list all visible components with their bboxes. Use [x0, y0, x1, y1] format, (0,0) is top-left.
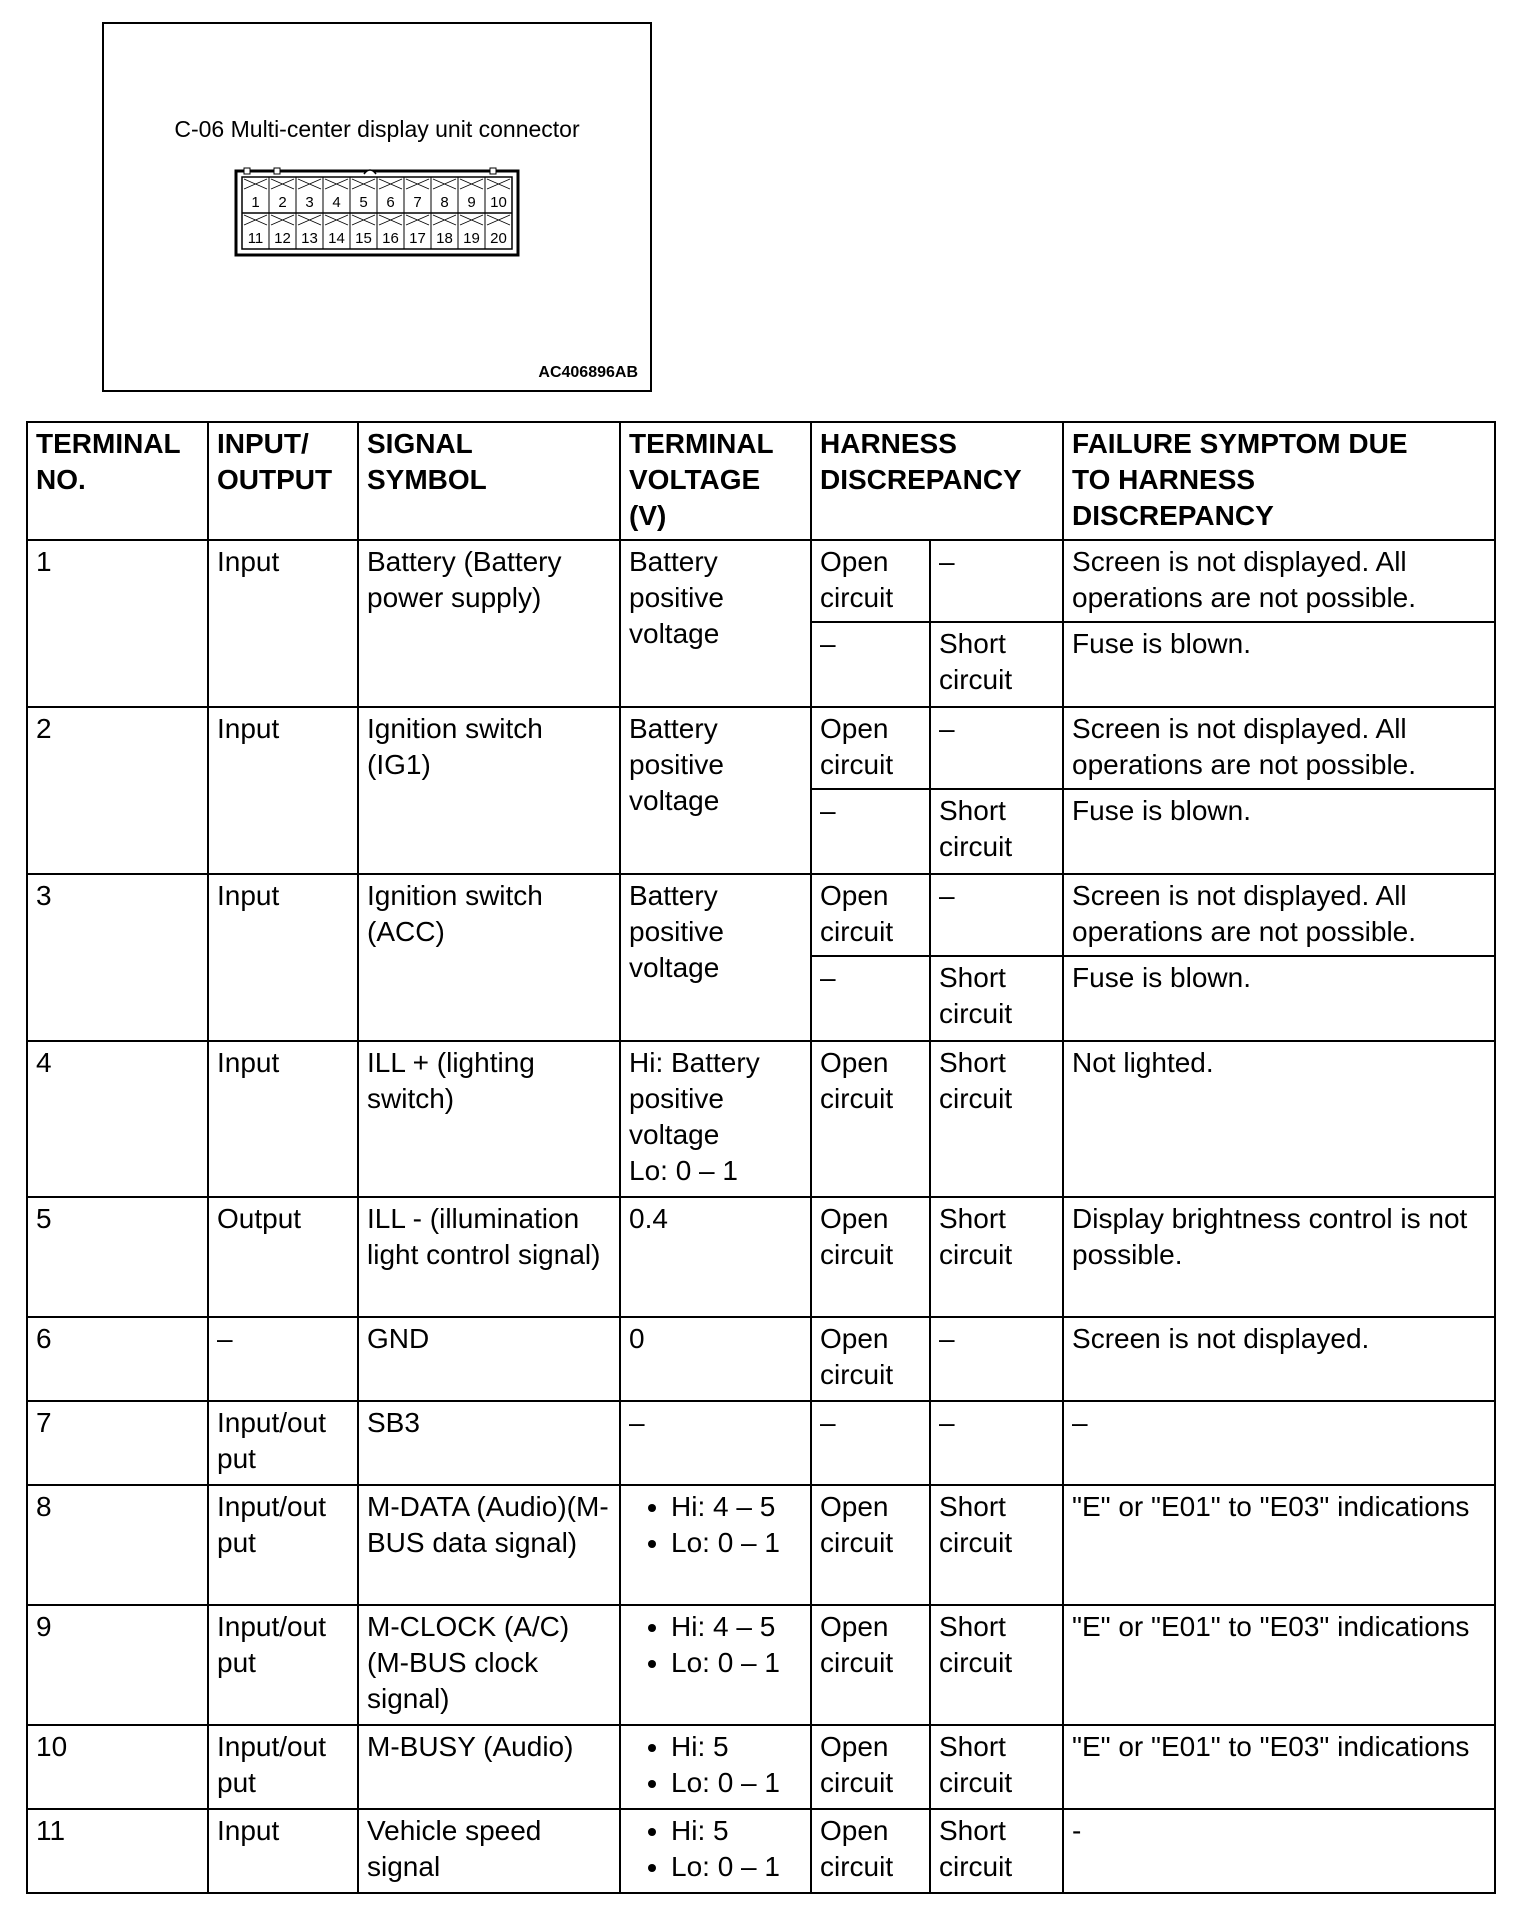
cell-short-circuit: Short circuit	[930, 622, 1063, 707]
cell-terminal-no: 3	[27, 874, 208, 1041]
cell-failure-symptom: Screen is not displayed. All operations are not possible.	[1063, 540, 1495, 622]
cell-open-circuit: Open circuit	[811, 1041, 930, 1197]
voltage-list	[629, 1729, 802, 1801]
cell-short-circuit: Short circuit	[930, 1809, 1063, 1893]
voltage-hi: • Hi: 4 – 5	[671, 1609, 802, 1645]
voltage-list	[629, 1813, 802, 1885]
cell-short-circuit: –	[930, 874, 1063, 956]
cell-failure-symptom: Screen is not displayed. All operations are not possible.	[1063, 707, 1495, 789]
cell-input-output: Input/out put	[208, 1605, 358, 1725]
header-input-output: INPUT/ OUTPUT	[208, 422, 358, 540]
voltage-hi: Hi: Battery positive voltage	[629, 1047, 760, 1150]
cell-signal-symbol: ILL - (illumination light control signal)	[358, 1197, 620, 1317]
cell-failure-symptom: Screen is not displayed.	[1063, 1317, 1495, 1401]
cell-input-output: Input	[208, 874, 358, 1041]
bottom-pin-20: 20	[490, 230, 507, 247]
header-terminal-no: TERMINAL NO.	[27, 422, 208, 540]
cell-failure-symptom: Display brightness control is not possible.	[1063, 1197, 1495, 1317]
top-pin-10: 10	[490, 194, 507, 211]
top-pin-4: 4	[332, 194, 341, 211]
cell-open-circuit: Open circuit	[811, 1485, 930, 1605]
figure-id: AC406896AB	[538, 364, 638, 381]
cell-terminal-voltage	[620, 1725, 811, 1809]
voltage-lo: • Lo: 0 – 1	[671, 1849, 802, 1885]
top-pin-8: 8	[440, 194, 449, 211]
cell-terminal-no: 8	[27, 1485, 208, 1605]
cell-terminal-no: 5	[27, 1197, 208, 1317]
cell-terminal-voltage	[620, 1485, 811, 1605]
cell-terminal-voltage: Battery positive voltage	[620, 874, 811, 1041]
bottom-pin-19: 19	[463, 230, 480, 247]
cell-failure-symptom: "E" or "E01" to "E03" indications	[1063, 1485, 1495, 1605]
cell-signal-symbol: Battery (Battery power supply)	[358, 540, 620, 707]
top-pin-9: 9	[467, 194, 476, 211]
cell-signal-symbol: Ignition switch (ACC)	[358, 874, 620, 1041]
top-pin-7: 7	[413, 194, 422, 211]
top-pin-1: 1	[251, 194, 260, 211]
terminal-table	[26, 421, 1496, 1894]
table-row-10	[27, 1725, 1495, 1809]
voltage-lo: Lo: 0 – 1	[629, 1155, 738, 1186]
cell-open-circuit: Open circuit	[811, 1317, 930, 1401]
cell-failure-symptom: Fuse is blown.	[1063, 956, 1495, 1041]
cell-open-circuit: –	[811, 622, 930, 707]
cell-input-output: Input	[208, 1809, 358, 1893]
cell-failure-symptom: Fuse is blown.	[1063, 622, 1495, 707]
top-pin-5: 5	[359, 194, 368, 211]
cell-terminal-no: 1	[27, 540, 208, 707]
connector-figure	[102, 22, 652, 392]
top-pin-3: 3	[305, 194, 314, 211]
cell-signal-symbol: ILL + (lighting switch)	[358, 1041, 620, 1197]
figure-caption: C-06 Multi-center display unit connector	[174, 116, 580, 142]
cell-input-output: Input	[208, 707, 358, 874]
cell-input-output: Input/out put	[208, 1401, 358, 1485]
bottom-pin-13: 13	[301, 230, 318, 247]
cell-failure-symptom: Fuse is blown.	[1063, 789, 1495, 874]
cell-signal-symbol: SB3	[358, 1401, 620, 1485]
header-row	[27, 422, 1495, 540]
connector-diagram	[234, 167, 520, 257]
cell-signal-symbol: Ignition switch (IG1)	[358, 707, 620, 874]
cell-open-circuit: –	[811, 956, 930, 1041]
cell-terminal-voltage: Battery positive voltage	[620, 707, 811, 874]
cell-short-circuit: –	[930, 540, 1063, 622]
cell-input-output: Output	[208, 1197, 358, 1317]
voltage-lo: • Lo: 0 – 1	[671, 1525, 802, 1561]
cell-input-output: Input/out put	[208, 1725, 358, 1809]
table-row-6	[27, 1317, 1495, 1401]
cell-input-output: Input	[208, 540, 358, 707]
table-row-9	[27, 1605, 1495, 1725]
cell-open-circuit: Open circuit	[811, 1725, 930, 1809]
cell-terminal-no: 2	[27, 707, 208, 874]
voltage-list	[629, 1489, 802, 1561]
cell-terminal-no: 4	[27, 1041, 208, 1197]
cell-terminal-no: 10	[27, 1725, 208, 1809]
bottom-pin-18: 18	[436, 230, 453, 247]
bottom-pin-14: 14	[328, 230, 345, 247]
table-row-1a	[27, 540, 1495, 622]
header-harness-discrepancy: HARNESS DISCREPANCY	[811, 422, 1063, 540]
top-pin-6: 6	[386, 194, 395, 211]
cell-open-circuit: –	[811, 1401, 930, 1485]
voltage-hi: • Hi: 5	[671, 1729, 802, 1765]
cell-terminal-voltage	[620, 1605, 811, 1725]
cell-open-circuit: Open circuit	[811, 540, 930, 622]
bottom-pin-11: 11	[247, 230, 264, 247]
cell-terminal-no: 7	[27, 1401, 208, 1485]
cell-terminal-no: 6	[27, 1317, 208, 1401]
cell-short-circuit: –	[930, 1401, 1063, 1485]
table-row-2a	[27, 707, 1495, 789]
bottom-pin-15: 15	[355, 230, 372, 247]
voltage-list	[629, 1609, 802, 1681]
bottom-pin-17: 17	[409, 230, 426, 247]
voltage-lo: • Lo: 0 – 1	[671, 1765, 802, 1801]
table-row-8	[27, 1485, 1495, 1605]
table-row-4	[27, 1041, 1495, 1197]
cell-failure-symptom: Screen is not displayed. All operations are not possible.	[1063, 874, 1495, 956]
cell-input-output: Input	[208, 1041, 358, 1197]
table-row-7	[27, 1401, 1495, 1485]
bottom-pin-16: 16	[382, 230, 399, 247]
cell-short-circuit: Short circuit	[930, 956, 1063, 1041]
cell-terminal-voltage: 0	[620, 1317, 811, 1401]
cell-terminal-voltage: –	[620, 1401, 811, 1485]
cell-input-output: –	[208, 1317, 358, 1401]
bottom-pin-12: 12	[274, 230, 291, 247]
cell-short-circuit: Short circuit	[930, 1041, 1063, 1197]
cell-open-circuit: Open circuit	[811, 707, 930, 789]
cell-short-circuit: Short circuit	[930, 1485, 1063, 1605]
cell-input-output: Input/out put	[208, 1485, 358, 1605]
cell-short-circuit: Short circuit	[930, 1197, 1063, 1317]
cell-open-circuit: –	[811, 789, 930, 874]
cell-failure-symptom: Not lighted.	[1063, 1041, 1495, 1197]
cell-failure-symptom: "E" or "E01" to "E03" indications	[1063, 1725, 1495, 1809]
header-terminal-voltage: TERMINAL VOLTAGE (V)	[620, 422, 811, 540]
cell-short-circuit: Short circuit	[930, 789, 1063, 874]
cell-short-circuit: Short circuit	[930, 1605, 1063, 1725]
table-row-5	[27, 1197, 1495, 1317]
table-row-3a	[27, 874, 1495, 956]
voltage-lo: • Lo: 0 – 1	[671, 1645, 802, 1681]
cell-failure-symptom: -	[1063, 1809, 1495, 1893]
voltage-hi: • Hi: 5	[671, 1813, 802, 1849]
header-failure-symptom: FAILURE SYMPTOM DUE TO HARNESS DISCREPANCY	[1063, 422, 1495, 540]
voltage-hi: • Hi: 4 – 5	[671, 1489, 802, 1525]
cell-open-circuit: Open circuit	[811, 874, 930, 956]
cell-signal-symbol: M-CLOCK (A/C) (M-BUS clock signal)	[358, 1605, 620, 1725]
cell-signal-symbol: Vehicle speed signal	[358, 1809, 620, 1893]
cell-terminal-voltage	[620, 1809, 811, 1893]
header-signal-symbol: SIGNAL SYMBOL	[358, 422, 620, 540]
cell-signal-symbol: M-DATA (Audio)(M-BUS data signal)	[358, 1485, 620, 1605]
cell-terminal-voltage	[620, 1041, 811, 1197]
cell-failure-symptom: –	[1063, 1401, 1495, 1485]
cell-terminal-no: 9	[27, 1605, 208, 1725]
cell-signal-symbol: M-BUSY (Audio)	[358, 1725, 620, 1809]
table-row-11	[27, 1809, 1495, 1893]
cell-signal-symbol: GND	[358, 1317, 620, 1401]
cell-terminal-no: 11	[27, 1809, 208, 1893]
cell-open-circuit: Open circuit	[811, 1809, 930, 1893]
cell-short-circuit: –	[930, 707, 1063, 789]
cell-short-circuit: –	[930, 1317, 1063, 1401]
cell-short-circuit: Short circuit	[930, 1725, 1063, 1809]
cell-failure-symptom: "E" or "E01" to "E03" indications	[1063, 1605, 1495, 1725]
cell-open-circuit: Open circuit	[811, 1605, 930, 1725]
cell-open-circuit: Open circuit	[811, 1197, 930, 1317]
cell-terminal-voltage: Battery positive voltage	[620, 540, 811, 707]
top-pin-2: 2	[278, 194, 287, 211]
cell-terminal-voltage: 0.4	[620, 1197, 811, 1317]
